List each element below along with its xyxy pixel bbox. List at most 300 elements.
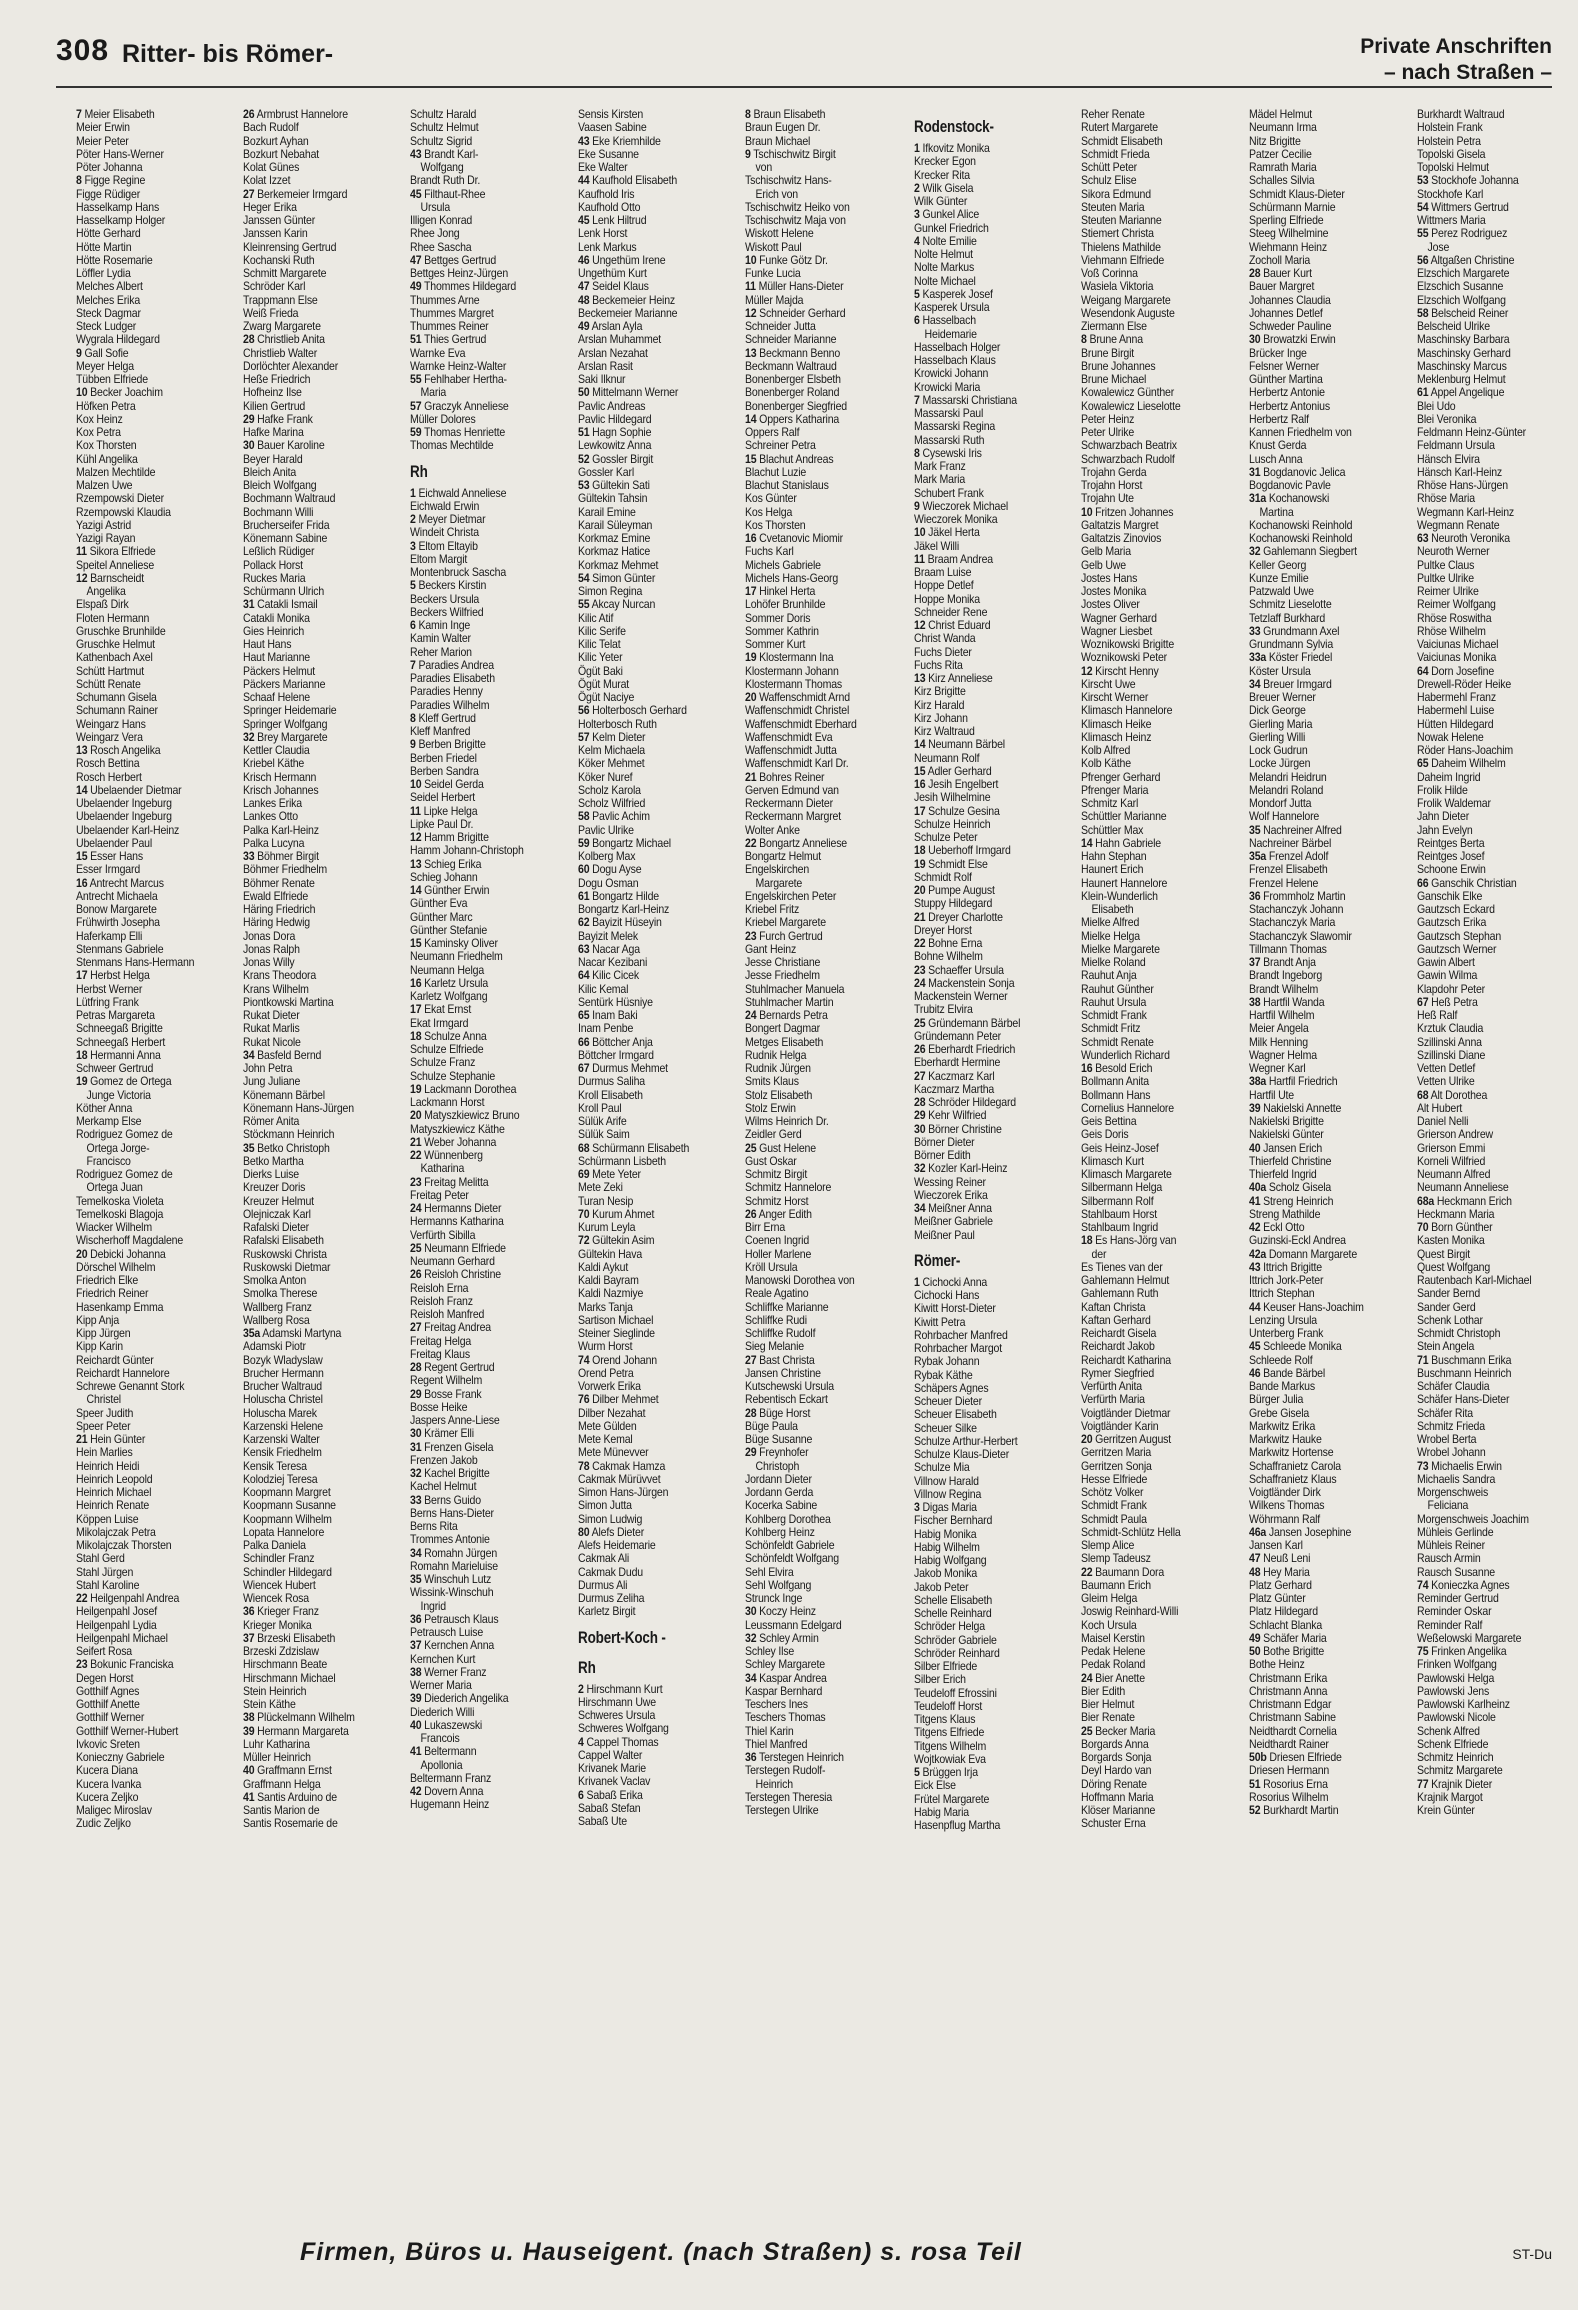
resident-entry — [1081, 492, 1224, 505]
resident-name: von — [755, 160, 773, 174]
resident-entry — [410, 685, 553, 698]
house-number: 21 — [745, 769, 757, 784]
resident-entry — [914, 1289, 1057, 1302]
resident-entry — [410, 1017, 553, 1030]
resident-name: Borgards Anna — [1081, 1736, 1149, 1751]
resident-entry — [243, 744, 386, 757]
resident-entry — [76, 903, 219, 916]
resident-name: Seidel Klaus — [592, 279, 649, 294]
resident-name: Platz Hildegard — [1249, 1604, 1318, 1619]
resident-entry — [410, 513, 553, 526]
resident-name: Kannen Friedhelm von — [1249, 425, 1352, 439]
resident-entry — [1417, 545, 1560, 558]
resident-name: Lankes Erika — [243, 796, 302, 810]
resident-entry — [1417, 1738, 1560, 1751]
resident-name: Häring Friedrich — [243, 902, 316, 916]
resident-entry — [243, 757, 386, 770]
resident-name: Kirscht Henny — [1095, 663, 1159, 678]
house-number: 29 — [410, 1386, 422, 1401]
resident-entry — [243, 1234, 386, 1247]
resident-entry — [76, 1301, 219, 1314]
resident-name: Jahn Evelyn — [1417, 822, 1473, 837]
resident-entry — [914, 354, 1057, 367]
resident-name: Nakielski Brigitte — [1249, 1114, 1324, 1128]
resident-name: Arslan Muhammet — [578, 332, 662, 347]
resident-entry — [1081, 996, 1224, 1009]
resident-name: Reichardt Gisela — [1081, 1326, 1157, 1340]
resident-name: Schoone Erwin — [1417, 862, 1486, 877]
house-number: 22 — [914, 936, 926, 950]
house-number: 26 — [243, 108, 255, 121]
resident-name: Eke Walter — [578, 160, 628, 174]
resident-name: Hartfil Wilhelm — [1249, 1008, 1315, 1022]
resident-entry — [410, 1732, 553, 1745]
resident-entry — [243, 771, 386, 784]
resident-entry — [243, 1062, 386, 1075]
resident-name: Stockhofe Johanna — [1431, 173, 1519, 188]
resident-name: Heidemarie — [924, 326, 977, 341]
resident-name: Bongartz Helmut — [745, 849, 822, 863]
resident-name: Dorn Josefine — [1431, 663, 1495, 678]
resident-entry — [1417, 1725, 1560, 1738]
house-number: 42a — [1249, 1246, 1267, 1261]
resident-name: Pfrenger Gerhard — [1081, 769, 1161, 784]
house-number: 16 — [914, 777, 926, 791]
house-number: 8 — [745, 108, 751, 121]
resident-name: Schaaf Helene — [243, 690, 310, 704]
resident-entry — [1417, 930, 1560, 943]
resident-entry — [745, 1354, 888, 1367]
resident-entry — [1249, 903, 1392, 916]
resident-entry — [76, 797, 219, 810]
resident-entry — [745, 691, 888, 704]
resident-entry — [745, 1287, 888, 1300]
resident-name: Werner Franz — [424, 1664, 487, 1679]
resident-entry — [578, 506, 721, 519]
resident-name: Bosse Heike — [410, 1399, 468, 1414]
resident-entry — [745, 188, 888, 201]
resident-entry — [1081, 678, 1224, 691]
resident-entry — [578, 1407, 721, 1420]
resident-name: Neumann Irma — [1249, 120, 1317, 135]
resident-name: Frütel Margarete — [914, 1791, 990, 1806]
house-number: 67 — [578, 1061, 590, 1075]
resident-entry — [76, 1234, 219, 1247]
resident-name: Kox Petra — [76, 425, 121, 439]
resident-entry — [578, 1089, 721, 1102]
resident-name: Szillinski Diane — [1417, 1047, 1486, 1062]
resident-name: Jesih Wilhelmine — [914, 790, 991, 805]
resident-entry — [243, 651, 386, 664]
resident-entry — [745, 1142, 888, 1155]
resident-entry — [578, 545, 721, 558]
resident-name: Diederich Willi — [410, 1704, 475, 1719]
resident-name: Reisloh Erna — [410, 1280, 469, 1295]
resident-entry — [1417, 1354, 1560, 1367]
resident-name: Neumann Friedhelm — [410, 949, 503, 964]
resident-name: Reminder Ralf — [1417, 1617, 1483, 1632]
resident-name: Reimer Ulrike — [1417, 584, 1479, 598]
resident-entry — [410, 1361, 553, 1374]
resident-name: Bozkurt Nebahat — [243, 146, 320, 161]
resident-entry — [410, 360, 553, 373]
resident-entry — [1249, 1672, 1392, 1685]
resident-name: Cysewski Iris — [922, 445, 982, 460]
resident-name: Schneegaß Herbert — [76, 1034, 166, 1049]
resident-entry — [1417, 1486, 1560, 1499]
resident-name: Speitel Anneliese — [76, 557, 155, 572]
resident-name: Koopmann Susanne — [243, 1498, 336, 1513]
resident-entry — [410, 1202, 553, 1215]
resident-name: Krajnik Dieter — [1431, 1776, 1493, 1791]
resident-name: Turan Nesip — [578, 1193, 634, 1208]
resident-name: Kipp Anja — [76, 1312, 120, 1327]
resident-name: Kox Heinz — [76, 411, 123, 426]
resident-name: Lewkowitz Anna — [578, 438, 652, 453]
resident-entry — [1081, 1738, 1224, 1751]
resident-entry — [410, 672, 553, 685]
resident-entry — [578, 1420, 721, 1433]
resident-entry — [1081, 824, 1224, 837]
resident-name: Heinrich Michael — [76, 1485, 152, 1499]
resident-entry — [1417, 453, 1560, 466]
resident-entry — [1081, 135, 1224, 148]
resident-entry — [1417, 1115, 1560, 1128]
resident-entry — [410, 1096, 553, 1109]
resident-entry — [410, 540, 553, 553]
resident-name: Schmidt Rolf — [914, 869, 972, 884]
resident-name: Lukaszewski — [424, 1717, 483, 1732]
resident-entry — [1249, 1075, 1392, 1088]
resident-name: Knust Gerda — [1249, 438, 1307, 453]
resident-entry — [1417, 612, 1560, 625]
resident-entry — [410, 1295, 553, 1308]
resident-entry — [410, 280, 553, 293]
resident-entry — [410, 752, 553, 765]
resident-entry — [745, 333, 888, 346]
resident-name: Mielke Helga — [1081, 928, 1140, 943]
resident-entry — [745, 453, 888, 466]
house-number: 3 — [914, 207, 920, 222]
resident-name: Ewald Elfriede — [243, 888, 309, 903]
house-number: 17 — [76, 968, 88, 983]
resident-entry — [1081, 1804, 1224, 1817]
resident-name: Hahn Stephan — [1081, 849, 1147, 863]
resident-name: Höfken Petra — [76, 398, 136, 413]
resident-name: Driesen Elfriede — [1269, 1750, 1342, 1764]
resident-entry — [578, 559, 721, 572]
resident-name: Tetzlaff Burkhard — [1249, 610, 1326, 625]
resident-name: Schley Ilse — [745, 1644, 795, 1658]
resident-entry — [1417, 1407, 1560, 1420]
resident-entry — [745, 837, 888, 850]
house-number: 13 — [745, 345, 757, 360]
resident-entry — [914, 420, 1057, 433]
resident-entry — [578, 1749, 721, 1762]
resident-entry — [76, 1155, 219, 1168]
resident-entry — [1417, 1804, 1560, 1817]
resident-entry — [1081, 1075, 1224, 1088]
resident-entry — [76, 1433, 219, 1446]
resident-entry — [745, 1672, 888, 1685]
directory-column — [1417, 108, 1560, 2188]
resident-entry — [1081, 1433, 1224, 1446]
house-number: 23 — [914, 962, 926, 977]
house-number: 15 — [76, 849, 88, 863]
resident-entry — [1081, 983, 1224, 996]
resident-entry — [1081, 1089, 1224, 1102]
resident-name: Waffenschmidt Arnd — [759, 690, 850, 704]
resident-name: Schäfer Rita — [1417, 1405, 1474, 1420]
resident-entry — [1081, 1261, 1224, 1274]
resident-entry — [578, 691, 721, 704]
resident-name: Buschmann Erika — [1431, 1352, 1512, 1367]
resident-name: Schürmann Marnie — [1249, 199, 1336, 214]
resident-name: Funke Lucia — [745, 266, 801, 280]
resident-name: Wiencek Hubert — [243, 1577, 316, 1592]
resident-entry — [1081, 1420, 1224, 1433]
resident-name: Günther Eva — [410, 896, 468, 911]
resident-entry — [76, 174, 219, 187]
house-number: 33 — [1249, 623, 1261, 638]
resident-entry — [1249, 1804, 1392, 1817]
resident-entry — [745, 1685, 888, 1698]
resident-entry — [243, 612, 386, 625]
resident-entry — [914, 1202, 1057, 1215]
resident-name: Pawlowski Helga — [1417, 1670, 1495, 1685]
resident-entry — [1417, 625, 1560, 638]
resident-entry — [243, 1619, 386, 1632]
resident-entry — [1081, 1817, 1224, 1830]
resident-name: Oppers Ralf — [745, 425, 800, 439]
resident-name: Reichardt Hannelore — [76, 1365, 170, 1380]
resident-name: Kowalewicz Lieselotte — [1081, 398, 1181, 413]
resident-name: Belscheid Ulrike — [1417, 319, 1490, 333]
resident-entry — [745, 108, 888, 121]
resident-name: Rybak Käthe — [914, 1367, 973, 1382]
resident-name: Holuscha Christel — [243, 1392, 323, 1407]
resident-entry — [1081, 704, 1224, 717]
resident-entry — [76, 267, 219, 280]
resident-name: Topolski Helmut — [1417, 160, 1489, 174]
house-number: 32 — [410, 1466, 422, 1480]
resident-name: Nachreiner Bärbel — [1249, 835, 1332, 850]
resident-entry — [410, 1388, 553, 1401]
resident-entry — [243, 1804, 386, 1817]
resident-name: Floten Hermann — [76, 610, 150, 625]
resident-name: Christoph — [755, 1458, 800, 1473]
resident-name: Stolz Erwin — [745, 1100, 796, 1115]
resident-entry — [914, 725, 1057, 738]
resident-name: Streng Mathilde — [1249, 1206, 1321, 1221]
resident-entry — [578, 1446, 721, 1459]
resident-entry — [1249, 1433, 1392, 1446]
resident-entry — [76, 744, 219, 757]
resident-entry — [745, 1711, 888, 1724]
resident-entry — [243, 1274, 386, 1287]
house-number: 38 — [1249, 994, 1261, 1009]
resident-name: Lenk Horst — [578, 226, 628, 241]
resident-entry — [1417, 254, 1560, 267]
resident-entry — [914, 937, 1057, 950]
resident-entry — [914, 1475, 1057, 1488]
resident-entry — [914, 712, 1057, 725]
resident-entry — [578, 1762, 721, 1775]
resident-name: der — [1091, 1246, 1107, 1261]
house-number: 12 — [914, 618, 926, 632]
resident-name: Bochmann Waltraud — [243, 491, 336, 506]
resident-name: Schmidt Christoph — [1417, 1326, 1501, 1340]
resident-entry — [1417, 360, 1560, 373]
resident-entry — [1249, 413, 1392, 426]
resident-entry — [1249, 1446, 1392, 1459]
resident-name: Malzen Mechtilde — [76, 464, 156, 479]
resident-name: Schmidt Frank — [1081, 1008, 1147, 1022]
house-number: 34 — [243, 1047, 255, 1062]
resident-name: Habermehl Franz — [1417, 690, 1496, 704]
resident-name: Simon Jutta — [578, 1498, 632, 1513]
resident-entry — [243, 1446, 386, 1459]
resident-entry — [243, 386, 386, 399]
resident-name: Slemp Alice — [1081, 1538, 1135, 1552]
resident-name: Durmus Zeliha — [578, 1591, 645, 1605]
resident-name: Barnscheidt — [90, 570, 144, 585]
resident-name: Trappmann Else — [243, 292, 318, 307]
resident-name: Neumann Bärbel — [928, 737, 1005, 752]
resident-name: Schäfer Hans-Dieter — [1417, 1392, 1510, 1407]
resident-entry — [914, 513, 1057, 526]
house-number: 45 — [578, 213, 590, 227]
resident-entry — [1417, 1274, 1560, 1287]
resident-entry — [1417, 280, 1560, 293]
resident-entry — [1417, 1009, 1560, 1022]
resident-name: Tschischwitz Heiko von — [745, 199, 850, 214]
resident-entry — [1081, 1711, 1224, 1724]
resident-name: Frenzel Elisabeth — [1249, 862, 1328, 877]
resident-entry — [76, 201, 219, 214]
resident-entry — [578, 1208, 721, 1221]
resident-entry — [745, 625, 888, 638]
resident-name: Karletz Wolfgang — [410, 989, 488, 1003]
resident-name: Büge Horst — [759, 1405, 811, 1420]
resident-entry — [1417, 1022, 1560, 1035]
house-number: 7 — [914, 392, 920, 407]
resident-name: Ingrid — [420, 1598, 446, 1613]
resident-name: Rebentisch Eckart — [745, 1392, 828, 1407]
house-number: 31a — [1249, 491, 1267, 506]
resident-entry — [745, 1155, 888, 1168]
resident-name: Schönfeldt Wolfgang — [745, 1551, 839, 1566]
resident-name: Thielens Mathilde — [1081, 239, 1161, 254]
house-number: 58 — [1417, 305, 1429, 320]
resident-entry — [410, 1255, 553, 1268]
resident-entry — [1081, 1685, 1224, 1698]
resident-entry — [243, 572, 386, 585]
resident-name: Altgaßen Christine — [1430, 252, 1515, 267]
resident-entry — [1249, 651, 1392, 664]
resident-entry — [1249, 691, 1392, 704]
resident-entry — [914, 195, 1057, 208]
resident-entry — [745, 1552, 888, 1565]
resident-name: Cakmak Hamza — [592, 1458, 666, 1473]
house-number: 8 — [410, 710, 416, 725]
resident-entry — [243, 1791, 386, 1804]
resident-entry — [1081, 850, 1224, 863]
resident-name: Blachut Andreas — [759, 451, 834, 466]
house-number: 28 — [243, 332, 255, 347]
resident-entry — [1081, 400, 1224, 413]
resident-entry — [578, 1022, 721, 1035]
resident-entry — [1417, 267, 1560, 280]
resident-entry — [914, 1541, 1057, 1554]
resident-entry — [578, 731, 721, 744]
resident-name: Gerven Edmund van — [745, 782, 839, 797]
resident-entry — [1417, 1446, 1560, 1459]
house-number: 34 — [745, 1670, 757, 1685]
resident-entry — [745, 797, 888, 810]
resident-entry — [1417, 1711, 1560, 1724]
resident-name: Schindler Hildegard — [243, 1564, 332, 1579]
resident-name: Wieczorek Erika — [914, 1187, 988, 1202]
resident-name: Schäpers Agnes — [914, 1380, 989, 1395]
resident-entry — [1249, 930, 1392, 943]
house-number: 48 — [1249, 1564, 1261, 1579]
resident-name: Wissink-Winschuh — [410, 1585, 494, 1600]
resident-name: Kos Günter — [745, 491, 797, 506]
house-number: 80 — [578, 1524, 590, 1539]
resident-name: Terstegen Heinrich — [758, 1750, 844, 1764]
resident-name: Kirz Brigitte — [914, 684, 966, 699]
resident-name: Rausch Armin — [1417, 1551, 1481, 1566]
house-number: 36 — [243, 1604, 255, 1619]
resident-name: Böttcher Anja — [592, 1034, 653, 1049]
resident-name: Olejniczak Karl — [243, 1206, 311, 1221]
resident-name: Heinrich Heidi — [76, 1458, 140, 1473]
resident-name: Elspaß Dirk — [76, 597, 129, 612]
resident-name: Matyszkiewicz Käthe — [410, 1121, 505, 1136]
resident-entry — [578, 174, 721, 187]
resident-name: Kasperek Ursula — [914, 300, 990, 314]
resident-name: Rhöse Wilhelm — [1417, 623, 1486, 638]
resident-entry — [1417, 1036, 1560, 1049]
resident-entry — [1417, 1605, 1560, 1618]
resident-entry — [1417, 519, 1560, 532]
resident-entry — [1249, 1155, 1392, 1168]
house-number: 15 — [914, 763, 926, 778]
resident-entry — [1081, 1128, 1224, 1141]
resident-entry — [1417, 1552, 1560, 1565]
resident-entry — [914, 911, 1057, 924]
resident-name: Thummes Arne — [410, 292, 480, 307]
resident-entry — [914, 672, 1057, 685]
resident-name: Büge Susanne — [745, 1432, 813, 1446]
resident-entry — [243, 320, 386, 333]
resident-name: Temelkoski Blagoja — [76, 1206, 164, 1221]
resident-name: Eke Kriemhilde — [592, 133, 661, 148]
resident-entry — [1417, 757, 1560, 770]
resident-entry — [745, 598, 888, 611]
house-number: 47 — [578, 279, 590, 294]
resident-name: Jakob Monika — [914, 1566, 978, 1581]
resident-entry — [410, 858, 553, 871]
resident-entry — [745, 479, 888, 492]
resident-name: Inam Baki — [592, 1008, 638, 1022]
resident-entry — [1249, 1645, 1392, 1658]
house-number: 50 — [1249, 1644, 1261, 1658]
resident-entry — [1081, 347, 1224, 360]
resident-entry — [1249, 1513, 1392, 1526]
resident-entry — [1417, 598, 1560, 611]
